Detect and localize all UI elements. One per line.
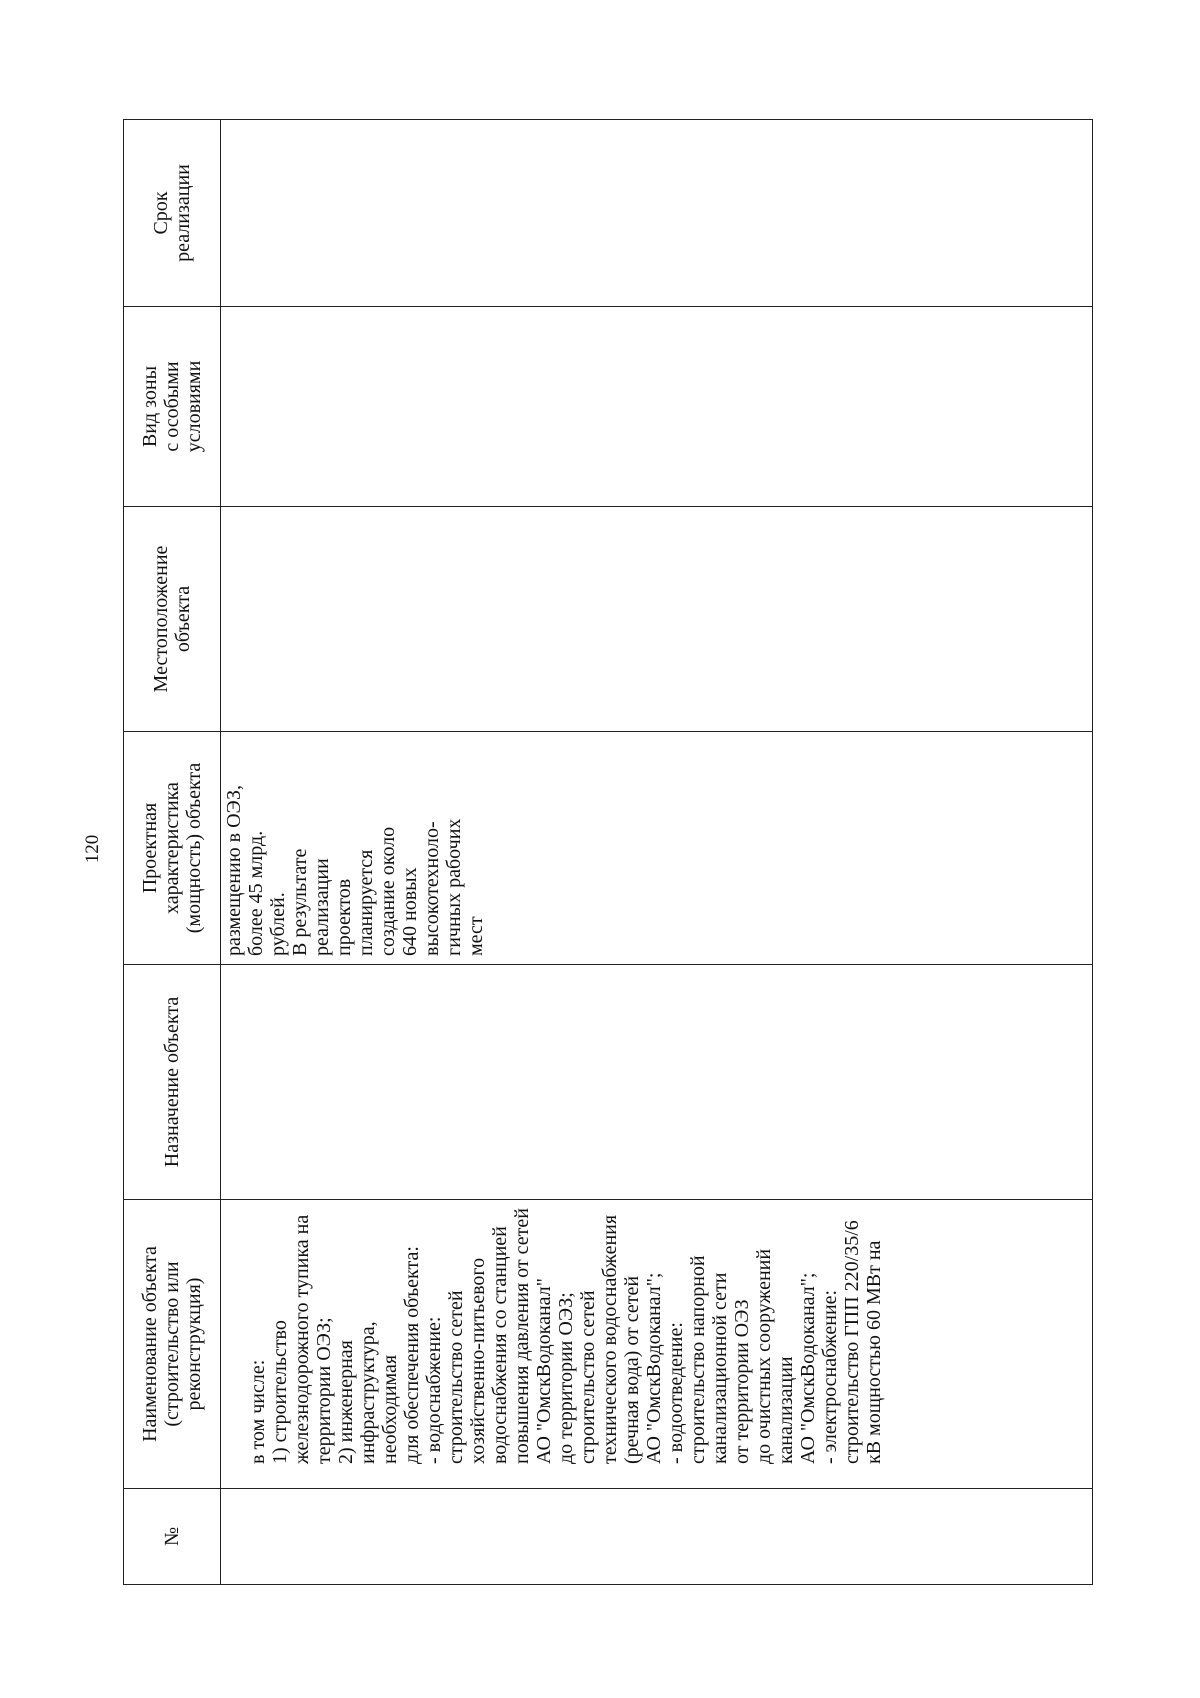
- header-location: Местоположение объекта: [124, 507, 221, 732]
- header-zone: Вид зоны с особыми условиями: [124, 307, 221, 507]
- cell-zone: [221, 307, 1093, 507]
- cell-characteristic: размещению в ОЭЗ, более 45 млрд. рублей. В результате реализации проектов планируется создание около 640 новых высокотехноло- гичных рабочих мест: [221, 732, 1093, 965]
- header-name: Наименование объекта (строительство или реконструкция): [124, 1200, 221, 1489]
- cell-term: [221, 120, 1093, 307]
- header-purpose: Назначение объекта: [124, 965, 221, 1200]
- header-term: Срок реализации: [124, 120, 221, 307]
- cell-name: в том числе: 1) строительство железнодорожного тупика на территории ОЭЗ; 2) инженерная инфраструктура, необходимая для обеспечения объекта: - водоснабжение: строительство сетей хозяйственно-питьевого водоснабжения со станцией повышения давления от сетей АО "ОмскВодоканал" до территории ОЭЗ; строительство сетей технического водоснабжения (речная вода) от сетей АО "ОмскВодоканал"; - водоотведение: строительство напорной канализационной сети от территории ОЭЗ до очистных сооружений канализации АО "ОмскВодоканал"; - электроснабжение: строительство ГПП 220/35/6 кВ мощностью 60 МВт на: [221, 1200, 1093, 1489]
- page-number: 120: [82, 834, 103, 864]
- header-num: №: [124, 1489, 221, 1585]
- table-header-row: [124, 120, 221, 1585]
- cell-location: [221, 507, 1093, 732]
- cell-num: [221, 1489, 1093, 1585]
- cell-purpose: [221, 965, 1093, 1200]
- objects-table: [123, 119, 1093, 1585]
- header-characteristic: Проектная характеристика (мощность) объекта: [124, 732, 221, 965]
- table-row: [221, 120, 1093, 1585]
